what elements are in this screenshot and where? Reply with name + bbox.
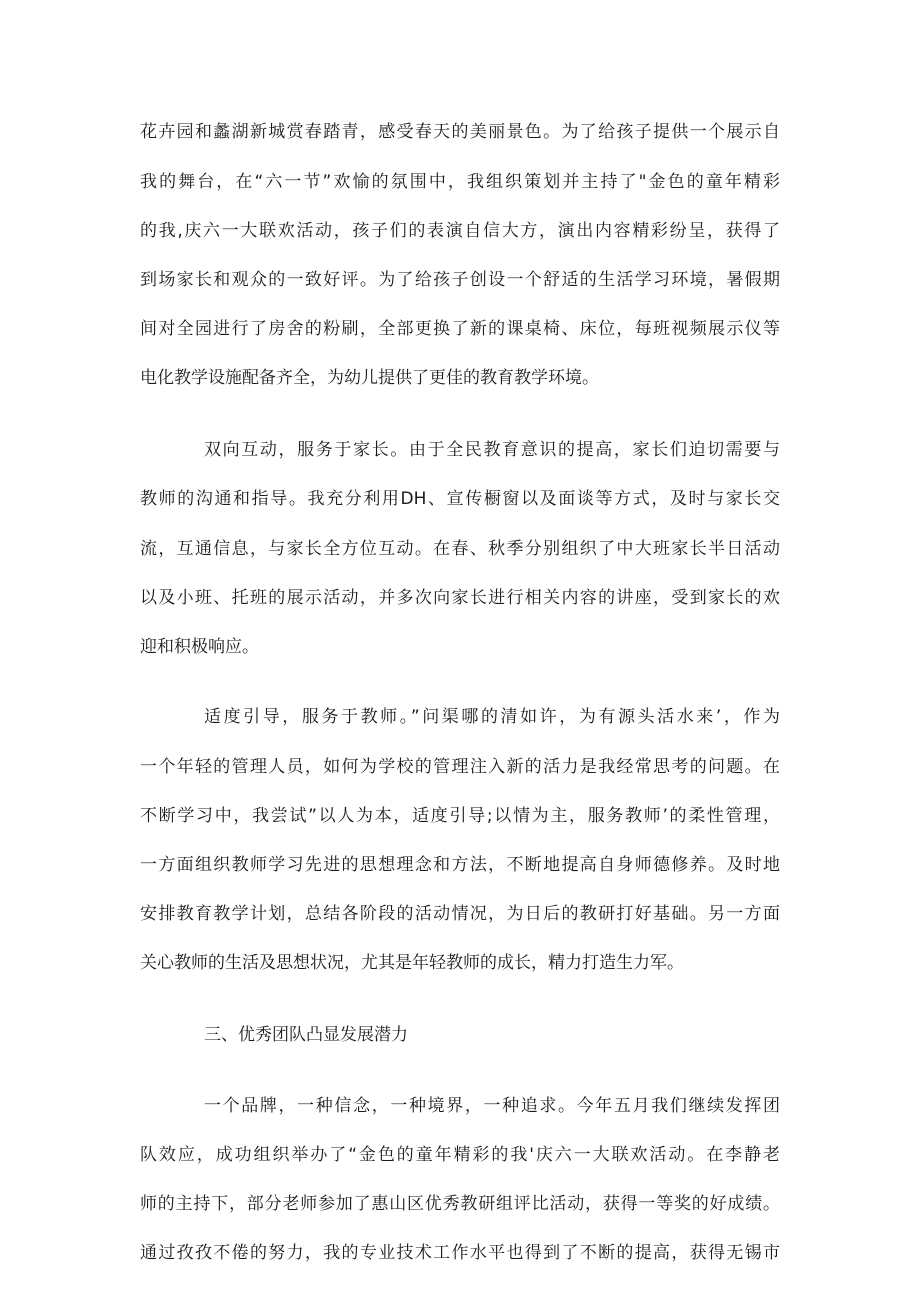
text-line: 教师的沟通和指导。我充分利用DH、宣传橱窗以及面谈等方式，及时与家长交	[140, 489, 780, 509]
paragraph-first-line: 适度引导，服务于教师。”问渠哪的清如许，为有源头活水来’，作为	[204, 707, 780, 727]
text-line: 队效应，成功组织举办了“金色的童年精彩的我'庆六一大联欢活动。在李静老	[140, 1145, 780, 1165]
text-line: 一方面组织教师学习先进的思想理念和方法，不断地提高自身师德修养。及时地	[140, 855, 780, 875]
text-line: 师的主持下，部分老师参加了惠山区优秀教研组评比活动，获得一等奖的好成绩。	[140, 1194, 780, 1214]
section-heading: 三、优秀团队凸显发展潜力	[204, 1025, 408, 1045]
text-line: 以及小班、托班的展示活动，并多次向家长进行相关内容的讲座，受到家长的欢	[140, 588, 780, 608]
text-line: 到场家长和观众的一致好评。为了给孩子创设一个舒适的生活学习环境，暑假期	[140, 270, 780, 290]
text-line: 的我,庆六一大联欢活动，孩子们的表演自信大方，演出内容精彩纷呈，获得了	[140, 221, 780, 241]
paragraph-first-line: 双向互动，服务于家长。由于全民教育意识的提高，家长们迫切需要与	[204, 440, 780, 460]
text-line: 一个年轻的管理人员，如何为学校的管理注入新的活力是我经常思考的问题。在	[140, 757, 780, 777]
text-line: 流，互通信息，与家长全方位互动。在春、秋季分别组织了中大班家长半日活动	[140, 539, 780, 559]
text-line: 间对全园进行了房舍的粉刷，全部更换了新的课桌椅、床位，每班视频展示仪等	[140, 319, 780, 339]
text-line: 关心教师的生活及思想状况，尤其是年轻教师的成长，精力打造生力军。	[140, 953, 684, 973]
text-line: 安排教育教学计划，总结各阶段的活动情况，为日后的教研打好基础。另一方面	[140, 904, 780, 924]
paragraph-first-line: 一个品牌，一种信念，一种境界，一种追求。今年五月我们继续发挥团	[204, 1096, 780, 1116]
text-line: 迎和积极响应。	[140, 637, 259, 657]
text-line: 通过孜孜不倦的努力，我的专业技术工作水平也得到了不断的提高，获得无锡市	[140, 1243, 780, 1263]
text-line: 不断学习中，我尝试”以人为本，适度引导;以情为主，服务教师’的柔性管理，	[140, 806, 780, 826]
text-line: 我的舞台，在“六一节”欢愉的氛围中，我组织策划并主持了"金色的童年精彩	[140, 172, 780, 192]
text-line: 花卉园和蠡湖新城赏春踏青，感受春天的美丽景色。为了给孩子提供一个展示自	[140, 122, 780, 142]
text-line: 电化教学设施配备齐全，为幼儿提供了更佳的教育教学环境。	[140, 368, 599, 388]
